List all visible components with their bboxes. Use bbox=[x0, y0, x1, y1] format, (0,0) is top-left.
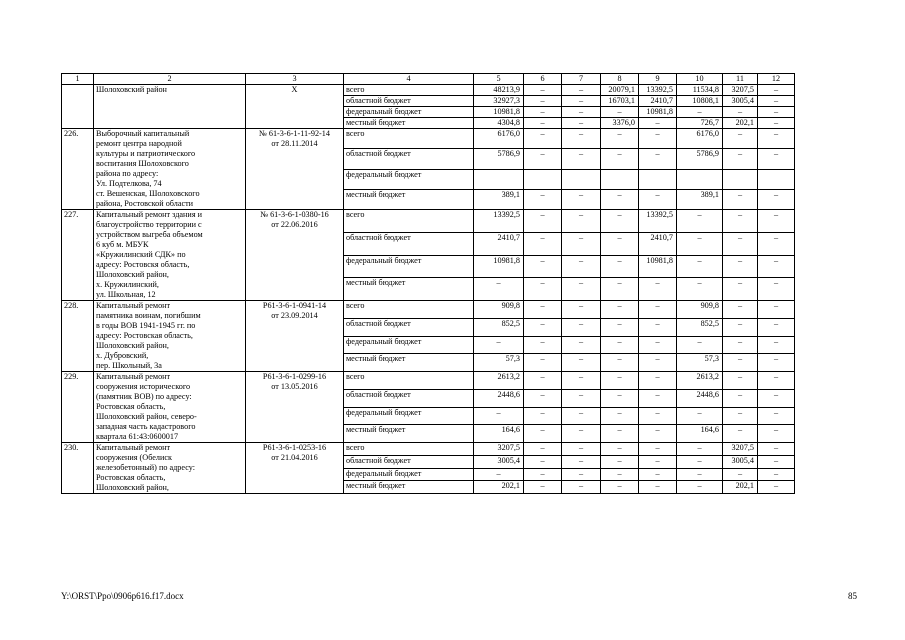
funding-source: местный бюджет bbox=[344, 118, 474, 129]
value-cell: – bbox=[677, 278, 723, 301]
item-number: 226. bbox=[62, 129, 94, 210]
value-cell: 389,1 bbox=[677, 189, 723, 209]
value-cell: – bbox=[601, 107, 639, 118]
value-cell: – bbox=[524, 210, 562, 233]
value-cell: 3005,4 bbox=[723, 96, 758, 107]
column-number-cell: 7 bbox=[562, 74, 601, 85]
value-cell: – bbox=[601, 372, 639, 390]
value-cell: 909,8 bbox=[474, 301, 524, 319]
value-cell: – bbox=[562, 129, 601, 149]
value-cell: – bbox=[758, 301, 795, 319]
value-cell: – bbox=[601, 301, 639, 319]
funding-source: областной бюджет bbox=[344, 389, 474, 407]
value-cell: – bbox=[639, 278, 677, 301]
funding-source: областной бюджет bbox=[344, 455, 474, 468]
funding-source: всего bbox=[344, 210, 474, 233]
funding-source: всего bbox=[344, 301, 474, 319]
column-number-cell: 1 bbox=[62, 74, 94, 85]
value-cell: – bbox=[723, 129, 758, 149]
value-cell: 6176,0 bbox=[677, 129, 723, 149]
value-cell: – bbox=[524, 481, 562, 494]
value-cell: 2613,2 bbox=[677, 372, 723, 390]
value-cell: – bbox=[723, 210, 758, 233]
value-cell: – bbox=[474, 407, 524, 425]
value-cell: – bbox=[758, 85, 795, 96]
value-cell: – bbox=[562, 468, 601, 481]
value-cell: – bbox=[639, 468, 677, 481]
value-cell: – bbox=[723, 336, 758, 354]
file-path: Y:\ORST\Ppo\0906p616.f17.docx bbox=[61, 591, 184, 601]
value-cell: – bbox=[562, 372, 601, 390]
value-cell: 5786,9 bbox=[677, 149, 723, 169]
value-cell: 4304,8 bbox=[474, 118, 524, 129]
value-cell: – bbox=[723, 107, 758, 118]
value-cell bbox=[723, 169, 758, 189]
value-cell bbox=[562, 169, 601, 189]
value-cell: – bbox=[562, 118, 601, 129]
table-row bbox=[62, 372, 795, 390]
value-cell: 2410,7 bbox=[639, 232, 677, 255]
funding-source: федеральный бюджет bbox=[344, 336, 474, 354]
funding-source: федеральный бюджет bbox=[344, 169, 474, 189]
value-cell: – bbox=[677, 107, 723, 118]
column-number-row bbox=[62, 74, 795, 85]
value-cell: 2448,6 bbox=[677, 389, 723, 407]
value-cell: – bbox=[562, 232, 601, 255]
value-cell: – bbox=[723, 149, 758, 169]
value-cell: – bbox=[677, 468, 723, 481]
document-ref: Р61-3-6-1-0941-14 от 23.09.2014 bbox=[246, 301, 344, 372]
value-cell: – bbox=[758, 96, 795, 107]
value-cell: 852,5 bbox=[677, 318, 723, 336]
value-cell: – bbox=[639, 129, 677, 149]
value-cell: – bbox=[524, 232, 562, 255]
value-cell: – bbox=[723, 189, 758, 209]
value-cell: – bbox=[758, 455, 795, 468]
value-cell: – bbox=[601, 407, 639, 425]
value-cell: – bbox=[601, 232, 639, 255]
value-cell: – bbox=[639, 425, 677, 443]
object-name: Выборочный капитальный ремонт центра народной культуры и патриотического воспитания Шолоховского района по адресу: Ул. Подтелкова, 74 ст. Вешенская, Шолоховского района, Ростовской области bbox=[94, 129, 246, 210]
funding-source: областной бюджет bbox=[344, 232, 474, 255]
table-row bbox=[62, 85, 795, 96]
value-cell: – bbox=[562, 255, 601, 278]
item-number: 229. bbox=[62, 372, 94, 443]
column-number-cell: 2 bbox=[94, 74, 246, 85]
value-cell: – bbox=[677, 443, 723, 456]
value-cell: – bbox=[524, 336, 562, 354]
value-cell: – bbox=[474, 468, 524, 481]
item-number: 227. bbox=[62, 210, 94, 301]
value-cell: – bbox=[601, 443, 639, 456]
value-cell: 726,7 bbox=[677, 118, 723, 129]
funding-source: местный бюджет bbox=[344, 425, 474, 443]
value-cell: – bbox=[677, 455, 723, 468]
value-cell: 57,3 bbox=[474, 354, 524, 372]
value-cell: – bbox=[562, 96, 601, 107]
value-cell: – bbox=[639, 354, 677, 372]
value-cell: – bbox=[601, 468, 639, 481]
funding-source: федеральный бюджет bbox=[344, 107, 474, 118]
value-cell: 3005,4 bbox=[474, 455, 524, 468]
value-cell: – bbox=[524, 425, 562, 443]
value-cell: – bbox=[562, 455, 601, 468]
funding-source: областной бюджет bbox=[344, 96, 474, 107]
value-cell: – bbox=[758, 468, 795, 481]
funding-source: областной бюджет bbox=[344, 318, 474, 336]
value-cell: – bbox=[601, 189, 639, 209]
funding-source: местный бюджет bbox=[344, 189, 474, 209]
value-cell: – bbox=[677, 407, 723, 425]
value-cell: 13392,5 bbox=[639, 85, 677, 96]
value-cell: – bbox=[758, 149, 795, 169]
value-cell: – bbox=[601, 455, 639, 468]
object-name: Капитальный ремонт сооружения (Обелиск железобетонный) по адресу: Ростовская область, Шолоховский район, bbox=[94, 443, 246, 494]
value-cell: – bbox=[758, 232, 795, 255]
value-cell: 48213,9 bbox=[474, 85, 524, 96]
funding-source: местный бюджет bbox=[344, 354, 474, 372]
value-cell: 909,8 bbox=[677, 301, 723, 319]
value-cell: – bbox=[639, 455, 677, 468]
value-cell: – bbox=[524, 389, 562, 407]
document-ref: № 61-3-6-1-11-92-14 от 28.11.2014 bbox=[246, 129, 344, 210]
value-cell: – bbox=[758, 255, 795, 278]
value-cell: – bbox=[677, 210, 723, 233]
value-cell: – bbox=[524, 149, 562, 169]
value-cell bbox=[524, 169, 562, 189]
value-cell: – bbox=[639, 336, 677, 354]
value-cell: – bbox=[639, 407, 677, 425]
value-cell: – bbox=[723, 425, 758, 443]
value-cell: – bbox=[639, 189, 677, 209]
value-cell: – bbox=[474, 278, 524, 301]
value-cell: – bbox=[562, 443, 601, 456]
value-cell: – bbox=[758, 443, 795, 456]
object-name: Капитальный ремонт здания и благоустройство территории с устройством выгреба объемом 6 куб м. МБУК «Кружилинский СДК» по адресу: Ростовскя область, Шолоховский район, х. Кружилинский, ул. Школьная, 12 bbox=[94, 210, 246, 301]
value-cell: – bbox=[524, 455, 562, 468]
value-cell: 2410,7 bbox=[639, 96, 677, 107]
table-row bbox=[62, 129, 795, 149]
document-ref: № 61-3-6-1-0380-16 от 22.06.2016 bbox=[246, 210, 344, 301]
value-cell: 32927,3 bbox=[474, 96, 524, 107]
value-cell: 2410,7 bbox=[474, 232, 524, 255]
value-cell: – bbox=[601, 129, 639, 149]
funding-source: областной бюджет bbox=[344, 149, 474, 169]
value-cell: – bbox=[677, 336, 723, 354]
value-cell: 16703,1 bbox=[601, 96, 639, 107]
funding-source: всего bbox=[344, 443, 474, 456]
value-cell: – bbox=[524, 468, 562, 481]
object-name: Шолоховский район bbox=[94, 85, 246, 129]
value-cell: – bbox=[758, 372, 795, 390]
table-row bbox=[62, 301, 795, 319]
value-cell: 20079,1 bbox=[601, 85, 639, 96]
value-cell: – bbox=[758, 318, 795, 336]
column-number-cell: 11 bbox=[723, 74, 758, 85]
value-cell: 389,1 bbox=[474, 189, 524, 209]
value-cell: – bbox=[723, 278, 758, 301]
value-cell: – bbox=[639, 372, 677, 390]
value-cell: 2613,2 bbox=[474, 372, 524, 390]
value-cell: 5786,9 bbox=[474, 149, 524, 169]
value-cell: – bbox=[562, 149, 601, 169]
value-cell: – bbox=[601, 149, 639, 169]
value-cell: 202,1 bbox=[723, 481, 758, 494]
value-cell: – bbox=[601, 210, 639, 233]
value-cell: – bbox=[723, 255, 758, 278]
funding-source: всего bbox=[344, 85, 474, 96]
value-cell: – bbox=[758, 210, 795, 233]
value-cell: – bbox=[723, 232, 758, 255]
value-cell: – bbox=[474, 336, 524, 354]
funding-source: федеральный бюджет bbox=[344, 468, 474, 481]
value-cell: – bbox=[601, 278, 639, 301]
value-cell: – bbox=[562, 107, 601, 118]
value-cell: – bbox=[677, 255, 723, 278]
funding-source: федеральный бюджет bbox=[344, 407, 474, 425]
value-cell: 3207,5 bbox=[723, 85, 758, 96]
value-cell: – bbox=[562, 389, 601, 407]
value-cell: – bbox=[524, 318, 562, 336]
value-cell: 13392,5 bbox=[639, 210, 677, 233]
value-cell: – bbox=[758, 481, 795, 494]
value-cell: – bbox=[601, 255, 639, 278]
item-number: 228. bbox=[62, 301, 94, 372]
value-cell: 202,1 bbox=[723, 118, 758, 129]
value-cell: – bbox=[723, 318, 758, 336]
value-cell: – bbox=[562, 354, 601, 372]
value-cell: – bbox=[758, 336, 795, 354]
value-cell: – bbox=[562, 278, 601, 301]
column-number-cell: 10 bbox=[677, 74, 723, 85]
table-body bbox=[62, 74, 795, 494]
value-cell: 3207,5 bbox=[723, 443, 758, 456]
value-cell: – bbox=[601, 354, 639, 372]
value-cell: – bbox=[524, 372, 562, 390]
value-cell: – bbox=[677, 481, 723, 494]
value-cell: 164,6 bbox=[677, 425, 723, 443]
value-cell: – bbox=[524, 189, 562, 209]
value-cell: – bbox=[562, 425, 601, 443]
value-cell: 3376,0 bbox=[601, 118, 639, 129]
value-cell: 10981,8 bbox=[639, 107, 677, 118]
funding-source: местный бюджет bbox=[344, 481, 474, 494]
value-cell: – bbox=[601, 318, 639, 336]
value-cell: – bbox=[601, 336, 639, 354]
budget-table bbox=[61, 73, 795, 494]
value-cell: – bbox=[723, 301, 758, 319]
column-number-cell: 6 bbox=[524, 74, 562, 85]
value-cell: 202,1 bbox=[474, 481, 524, 494]
value-cell: – bbox=[524, 85, 562, 96]
value-cell bbox=[677, 169, 723, 189]
value-cell: – bbox=[758, 129, 795, 149]
column-number-cell: 8 bbox=[601, 74, 639, 85]
value-cell: 13392,5 bbox=[474, 210, 524, 233]
value-cell: – bbox=[562, 336, 601, 354]
value-cell: – bbox=[723, 389, 758, 407]
value-cell: – bbox=[601, 425, 639, 443]
value-cell: – bbox=[758, 389, 795, 407]
value-cell bbox=[474, 169, 524, 189]
column-number-cell: 3 bbox=[246, 74, 344, 85]
table-row bbox=[62, 443, 795, 456]
value-cell: – bbox=[639, 301, 677, 319]
page-number: 85 bbox=[848, 591, 857, 601]
value-cell: – bbox=[723, 354, 758, 372]
value-cell: – bbox=[562, 481, 601, 494]
column-number-cell: 12 bbox=[758, 74, 795, 85]
value-cell: 164,6 bbox=[474, 425, 524, 443]
value-cell: – bbox=[758, 107, 795, 118]
value-cell: – bbox=[639, 443, 677, 456]
value-cell: – bbox=[562, 301, 601, 319]
funding-source: федеральный бюджет bbox=[344, 255, 474, 278]
value-cell: – bbox=[639, 318, 677, 336]
value-cell: – bbox=[562, 407, 601, 425]
value-cell: 852,5 bbox=[474, 318, 524, 336]
value-cell: – bbox=[562, 210, 601, 233]
value-cell: – bbox=[723, 468, 758, 481]
value-cell: 2448,6 bbox=[474, 389, 524, 407]
value-cell: – bbox=[639, 149, 677, 169]
value-cell: – bbox=[524, 407, 562, 425]
value-cell: 3207,5 bbox=[474, 443, 524, 456]
value-cell: – bbox=[524, 443, 562, 456]
value-cell: 3005,4 bbox=[723, 455, 758, 468]
value-cell: – bbox=[562, 189, 601, 209]
value-cell: – bbox=[562, 85, 601, 96]
column-number-cell: 5 bbox=[474, 74, 524, 85]
value-cell: 10808,1 bbox=[677, 96, 723, 107]
value-cell: – bbox=[524, 354, 562, 372]
value-cell: – bbox=[639, 389, 677, 407]
value-cell: – bbox=[524, 118, 562, 129]
value-cell: 11534,8 bbox=[677, 85, 723, 96]
value-cell: – bbox=[639, 481, 677, 494]
column-number-cell: 9 bbox=[639, 74, 677, 85]
value-cell: – bbox=[562, 318, 601, 336]
value-cell: – bbox=[758, 354, 795, 372]
value-cell: – bbox=[601, 389, 639, 407]
funding-source: местный бюджет bbox=[344, 278, 474, 301]
value-cell: 6176,0 bbox=[474, 129, 524, 149]
value-cell: – bbox=[758, 407, 795, 425]
value-cell: – bbox=[758, 425, 795, 443]
funding-source: всего bbox=[344, 129, 474, 149]
value-cell: – bbox=[758, 189, 795, 209]
value-cell: 10981,8 bbox=[474, 255, 524, 278]
value-cell: – bbox=[524, 129, 562, 149]
document-ref: Х bbox=[246, 85, 344, 129]
value-cell: – bbox=[639, 118, 677, 129]
document-ref: Р61-3-6-1-0253-16 от 21.04.2016 bbox=[246, 443, 344, 494]
value-cell: 57,3 bbox=[677, 354, 723, 372]
funding-source: всего bbox=[344, 372, 474, 390]
value-cell: – bbox=[758, 278, 795, 301]
table-row bbox=[62, 210, 795, 233]
value-cell bbox=[639, 169, 677, 189]
column-number-cell: 4 bbox=[344, 74, 474, 85]
object-name: Капитальный ремонт сооружения исторического (памятник ВОВ) по адресу: Ростовская область, Шолоховский район, северо- западная часть кадастрового квартала 61:43:0600017 bbox=[94, 372, 246, 443]
value-cell bbox=[601, 169, 639, 189]
value-cell: – bbox=[524, 107, 562, 118]
value-cell: – bbox=[758, 118, 795, 129]
value-cell: – bbox=[601, 481, 639, 494]
object-name: Капитальный ремонт памятника воинам, погибшим в годы ВОВ 1941-1945 гг. по адресу: Ростовская область, Шолоховский район, х. Дубровский, пер. Школьный, 3а bbox=[94, 301, 246, 372]
item-number: 230. bbox=[62, 443, 94, 494]
value-cell: – bbox=[524, 255, 562, 278]
item-number bbox=[62, 85, 94, 129]
document-ref: Р61-3-6-1-0299-16 от 13.05.2016 bbox=[246, 372, 344, 443]
value-cell: – bbox=[524, 96, 562, 107]
value-cell: – bbox=[524, 301, 562, 319]
value-cell: – bbox=[723, 372, 758, 390]
value-cell: 10981,8 bbox=[639, 255, 677, 278]
value-cell: – bbox=[524, 278, 562, 301]
value-cell: – bbox=[677, 232, 723, 255]
value-cell: – bbox=[723, 407, 758, 425]
value-cell: 10981,8 bbox=[474, 107, 524, 118]
value-cell bbox=[758, 169, 795, 189]
